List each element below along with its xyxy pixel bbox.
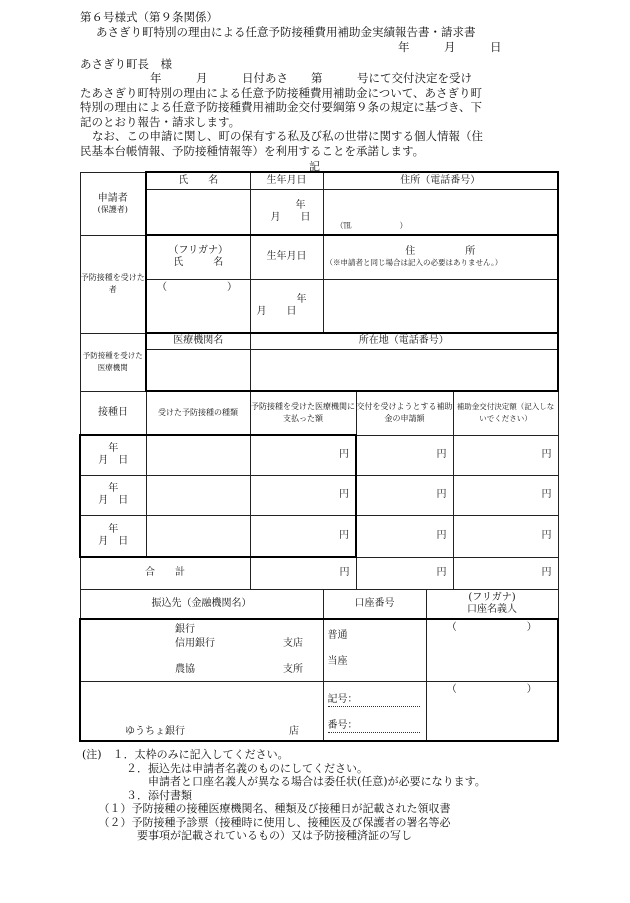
bank-holder-furigana: (フリガナ) (468, 591, 516, 603)
vaccinee-furigana: （フリガナ） (168, 245, 228, 257)
clinic-name-header: 医療機関名 (146, 333, 250, 349)
date-line: 年 月 日 (398, 40, 502, 54)
applicant-name-field[interactable] (146, 189, 250, 235)
vaccination-paid-field[interactable] (250, 515, 356, 557)
row2-request-yen: 円 (436, 489, 447, 500)
total-row (80, 557, 558, 589)
form-title: あさぎり町特別の理由による任意予防接種費用補助金実績報告書・請求書 (96, 25, 476, 39)
bank-account-header: 口座番号 (323, 589, 426, 619)
row2-year: 年 (108, 483, 119, 494)
clinic-address-header: 所在地（電話番号） (250, 333, 558, 349)
vaccination-type-field[interactable] (146, 435, 250, 475)
vaccination-date-field[interactable] (80, 475, 146, 515)
note-line: 要事項が記載されているもの）又は予防接種済証の写し (82, 829, 412, 842)
intro-line-2: たあさぎり町特別の理由による任意予防接種費用補助金について、あさぎり町 (80, 85, 483, 100)
form-number: 第６号様式（第９条関係） (80, 10, 218, 24)
total-paid-field (250, 557, 356, 589)
vaccination-decided-field (453, 475, 558, 515)
intro-line-6: 民基本台帳情報、予防接種情報等）を利用することを承諾します。 (80, 143, 425, 158)
vaccinee-paren: （ ） (157, 281, 237, 293)
row1-request-yen: 円 (436, 449, 447, 460)
vaccination-paid-field[interactable] (250, 435, 356, 475)
vaccinee-dob-monthday: 月 日 (256, 305, 297, 317)
row3-decided-yen: 円 (541, 530, 552, 541)
total-paid-yen: 円 (339, 567, 350, 579)
applicant-dob-header: 生年月日 (250, 172, 323, 189)
applicant-label-cell (80, 172, 146, 235)
row3-request-yen: 円 (436, 530, 447, 541)
holder-paren-1: （ ） (446, 622, 537, 633)
applicant-address-field[interactable] (323, 189, 558, 235)
vaccination-decided-field (453, 435, 558, 475)
shinkin-label: 信用銀行 (175, 638, 215, 649)
vaccinee-name-header (146, 235, 250, 279)
report-table (79, 171, 559, 742)
kigo-label: 記号： (328, 694, 420, 707)
row1-decided-yen: 円 (541, 449, 552, 460)
vaccinee-address-note: （※申請者と同じ場合は記入の必要はありません。） (325, 258, 503, 268)
vaccination-date-field[interactable] (80, 435, 146, 475)
vaccination-row (80, 515, 558, 557)
vaccination-paid-field[interactable] (250, 475, 356, 515)
row3-paid-yen: 円 (339, 529, 349, 541)
row3-year: 年 (108, 523, 119, 535)
vaccination-request-field[interactable] (356, 515, 453, 557)
bank-holder-header (426, 589, 558, 619)
note-line: 申請者と口座名義人が異なる場合は委任状(任意)が必要になります。 (82, 775, 486, 788)
vaccination-request-header: 交付を受けようとする補助金の申請額 (356, 391, 453, 435)
applicant-address-header: 住所（電話番号） (323, 172, 558, 189)
vaccination-request-field[interactable] (356, 435, 453, 475)
futsu-label: 普通 (327, 630, 348, 641)
vaccination-decided-field (453, 515, 558, 557)
branch2-label: 支所 (283, 664, 303, 675)
row1-year: 年 (108, 443, 119, 455)
holder-field-1[interactable] (426, 619, 558, 681)
intro-text (80, 71, 558, 159)
applicant-dob-year: 年 (295, 199, 306, 211)
vaccination-type-field[interactable] (146, 515, 250, 557)
holder-field-2[interactable] (426, 681, 558, 741)
row2-paid-yen: 円 (339, 489, 349, 500)
vaccinee-name-field[interactable] (146, 279, 250, 333)
note-line: （２）予防接種予診票（接種時に使用し、接種医及び保護者の署名等必 (82, 815, 451, 829)
note-line: ２．振込先は申請者名義のものにしてください。 (82, 761, 368, 775)
intro-line-3: 特別の理由による任意予防接種費用補助金交付要綱第９条の規定に基づき、下 (80, 100, 483, 115)
bank-dest-header: 振込先（金融機関名） (80, 589, 323, 619)
vaccination-row (80, 475, 558, 515)
applicant-sublabel: (保護者) (97, 204, 128, 214)
vaccination-paid-header: 予防接種を受けた医療機関に支払った額 (250, 391, 356, 435)
bango-label: 番号： (328, 720, 420, 733)
bank-name-field[interactable] (80, 619, 323, 681)
clinic-label: 予防接種を受けた医療機関 (80, 333, 146, 391)
bank-label: 銀行 (175, 624, 195, 635)
vaccinee-address-field[interactable] (323, 279, 558, 333)
intro-line-1: 年 月 日付あさ 第 号にて交付決定を受け (150, 71, 472, 85)
ki-label: 記 (309, 160, 320, 173)
bank-holder-label: 口座名義人 (467, 603, 517, 615)
applicant-dob-monthday: 月 日 (270, 211, 311, 223)
vaccination-type-field[interactable] (146, 475, 250, 515)
vaccinee-dob-header: 生年月日 (250, 235, 323, 279)
vaccinee-label: 予防接種を受けた者 (80, 235, 146, 333)
vaccinee-name-label: 氏 名 (173, 257, 224, 269)
intro-line-5: なお、この申請に関し、町の保有する私及び私の世帯に関する個人情報（住 (92, 129, 483, 144)
vaccination-row (80, 435, 558, 475)
note-line: (注) １．太枠のみに記入してください。 (82, 748, 289, 761)
holder-paren-2: （ ） (446, 683, 537, 695)
nokyo-label: 農協 (175, 664, 195, 675)
vaccination-type-header: 受けた予防接種の種類 (146, 391, 250, 435)
addressee: あさぎり町長 様 (80, 57, 172, 71)
vaccinee-dob-field[interactable] (250, 279, 323, 333)
vaccination-date-header: 接種日 (80, 391, 146, 435)
row2-monthday: 月 日 (98, 495, 129, 506)
vaccinee-dob-year: 年 (296, 293, 307, 305)
yucho-account-field[interactable] (323, 681, 426, 741)
total-request-yen: 円 (436, 567, 447, 578)
account-type-field[interactable] (323, 619, 426, 681)
applicant-label: 申請者 (97, 192, 128, 204)
vaccinee-address-label: 住 所 (405, 246, 476, 258)
total-decided-field (453, 557, 558, 589)
vaccination-decided-header: 補助金交付決定額（記入しないでください） (453, 391, 558, 435)
total-label: 合 計 (80, 557, 250, 589)
intro-line-4: 記のとおり報告・請求します。 (80, 114, 241, 129)
yucho-field[interactable] (80, 681, 323, 741)
note-line: ３．添付書類 (82, 788, 192, 802)
applicant-tel: （℡ ） (335, 221, 408, 230)
row2-decided-yen: 円 (541, 489, 552, 500)
vaccination-request-field[interactable] (356, 475, 453, 515)
row1-paid-yen: 円 (339, 449, 349, 461)
row3-monthday: 月 日 (98, 535, 129, 547)
row1-monthday: 月 日 (98, 455, 129, 467)
store-label: 店 (289, 726, 299, 737)
clinic-address-field[interactable] (250, 349, 558, 391)
vaccination-date-field[interactable] (80, 515, 146, 557)
toza-label: 当座 (327, 656, 348, 667)
total-request-field (356, 557, 453, 589)
note-line: （１）予防接種の接種医療機関名、種類及び接種日が記載された領収書 (82, 802, 451, 815)
total-decided-yen: 円 (541, 567, 552, 578)
applicant-name-header: 氏 名 (146, 172, 250, 189)
vaccinee-address-header (323, 235, 558, 279)
notes-section (82, 748, 562, 843)
yucho-label: ゆうちょ銀行 (125, 726, 185, 737)
branch-label: 支店 (283, 638, 303, 649)
clinic-name-field[interactable] (146, 349, 250, 391)
applicant-dob-field[interactable] (250, 189, 323, 235)
